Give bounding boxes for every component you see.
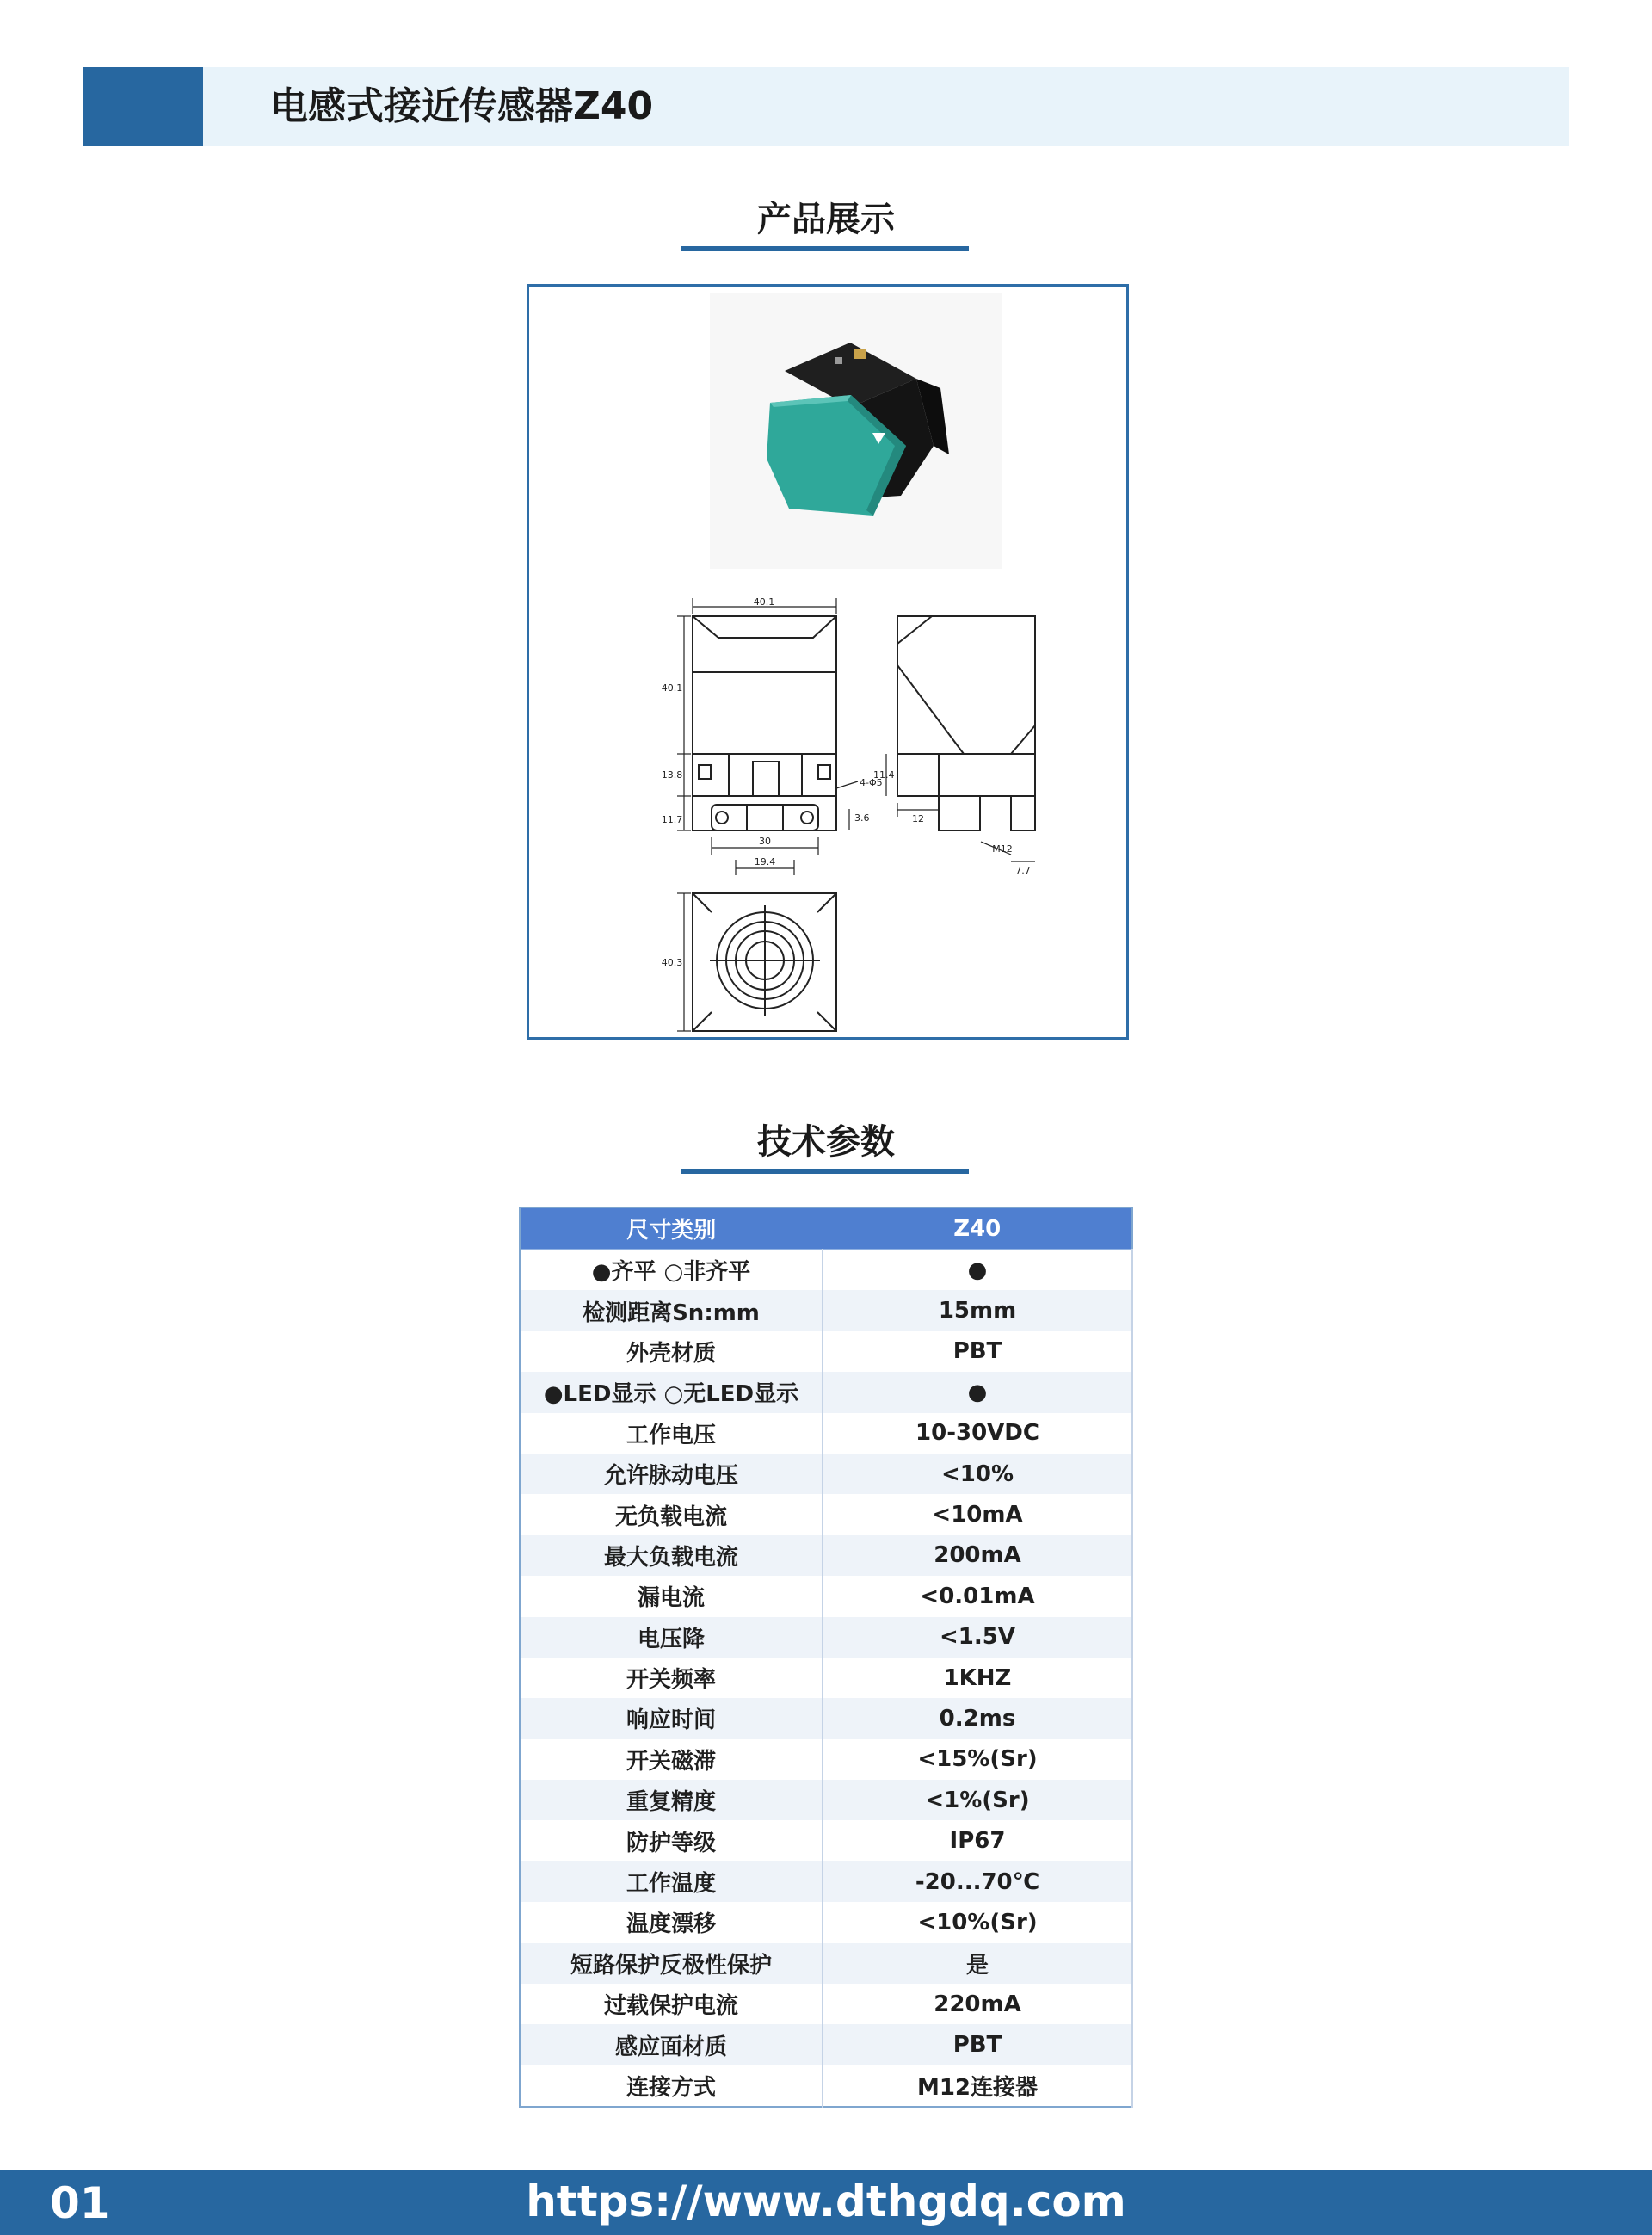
- spec-value: 15mm: [823, 1290, 1132, 1331]
- website-url: https://www.dthgdq.com: [526, 2176, 1126, 2226]
- dim-height-left: 40.1: [661, 682, 683, 694]
- specs-body: [520, 1250, 1132, 2108]
- page-title: 电感式接近传感器Z40: [270, 84, 654, 128]
- spec-label: 防护等级: [520, 1820, 823, 1861]
- table-row: [520, 1494, 1132, 1534]
- table-row: [520, 1820, 1132, 1861]
- dim-13-8: 13.8: [661, 769, 683, 781]
- table-row: [520, 1902, 1132, 1942]
- spec-label: 漏电流: [520, 1576, 823, 1616]
- header-accent-block: [83, 67, 203, 146]
- table-row: [520, 1331, 1132, 1372]
- spec-label: 最大负载电流: [520, 1535, 823, 1576]
- table-row: [520, 1250, 1132, 1291]
- dim-side-12: 12: [912, 813, 924, 824]
- dim-side-11-4: 11.4: [873, 769, 895, 781]
- spec-label: ●LED显示 ○无LED显示: [520, 1372, 823, 1412]
- params-title-rule: [681, 1169, 969, 1174]
- spec-label: 工作电压: [520, 1413, 823, 1454]
- product-photo: [710, 293, 1002, 569]
- drawing-front-view: [677, 598, 858, 875]
- table-row: [520, 1861, 1132, 1902]
- dim-3-6: 3.6: [854, 812, 870, 824]
- spec-value: <15%(Sr): [823, 1739, 1132, 1780]
- spec-value: M12连接器: [823, 2065, 1132, 2107]
- spec-label: 过载保护电流: [520, 1984, 823, 2024]
- showcase-title: 产品展示: [757, 200, 895, 239]
- table-row: [520, 1739, 1132, 1780]
- spec-value: 0.2ms: [823, 1698, 1132, 1738]
- spec-value: <0.01mA: [823, 1576, 1132, 1616]
- spec-label: 温度漂移: [520, 1902, 823, 1942]
- drawing-bottom-view: [677, 893, 836, 1031]
- dim-19-4: 19.4: [754, 856, 776, 867]
- spec-label: 开关磁滞: [520, 1739, 823, 1780]
- table-row: [520, 1617, 1132, 1658]
- spec-label: 无负载电流: [520, 1494, 823, 1534]
- table-row: [520, 1413, 1132, 1454]
- spec-value: <1%(Sr): [823, 1780, 1132, 1820]
- table-row: [520, 1658, 1132, 1698]
- table-row: [520, 1984, 1132, 2024]
- spec-label: 电压降: [520, 1617, 823, 1658]
- spec-label: 重复精度: [520, 1780, 823, 1820]
- spec-value: PBT: [823, 1331, 1132, 1372]
- specs-header-col1: 尺寸类别: [520, 1207, 823, 1250]
- params-title: 技术参数: [757, 1122, 895, 1162]
- spec-label: 允许脉动电压: [520, 1454, 823, 1494]
- specs-header-row: [520, 1207, 1132, 1250]
- specs-header-col2: Z40: [823, 1207, 1132, 1250]
- table-row: [520, 1535, 1132, 1576]
- spec-label: 外壳材质: [520, 1331, 823, 1372]
- spec-label: 响应时间: [520, 1698, 823, 1738]
- table-row: [520, 1372, 1132, 1412]
- dim-11-7: 11.7: [661, 814, 683, 825]
- spec-value: 是: [823, 1943, 1132, 1984]
- table-row: [520, 2065, 1132, 2107]
- spec-value: ●: [823, 1372, 1132, 1412]
- spec-value: 220mA: [823, 1984, 1132, 2024]
- dim-hole: 4-Φ5: [860, 777, 883, 788]
- spec-value: <10mA: [823, 1494, 1132, 1534]
- spec-value: <1.5V: [823, 1617, 1132, 1658]
- table-row: [520, 1576, 1132, 1616]
- spec-label: ●齐平 ○非齐平: [520, 1250, 823, 1291]
- spec-label: 检测距离Sn:mm: [520, 1290, 823, 1331]
- table-row: [520, 1698, 1132, 1738]
- table-row: [520, 2024, 1132, 2065]
- spec-label: 短路保护反极性保护: [520, 1943, 823, 1984]
- dim-side-7-7: 7.7: [1015, 865, 1031, 876]
- spec-value: 200mA: [823, 1535, 1132, 1576]
- spec-label: 开关频率: [520, 1658, 823, 1698]
- product-showcase-frame: [527, 284, 1129, 1040]
- spec-value: <10%(Sr): [823, 1902, 1132, 1942]
- spec-value: 10-30VDC: [823, 1413, 1132, 1454]
- specs-table: [519, 1207, 1133, 2108]
- spec-value: ●: [823, 1250, 1132, 1291]
- dim-width-top: 40.1: [753, 596, 775, 608]
- table-row: [520, 1780, 1132, 1820]
- showcase-title-rule: [681, 246, 969, 251]
- table-row: [520, 1454, 1132, 1494]
- spec-label: 连接方式: [520, 2065, 823, 2107]
- table-row: [520, 1290, 1132, 1331]
- spec-value: -20...70℃: [823, 1861, 1132, 1902]
- spec-value: <10%: [823, 1454, 1132, 1494]
- dim-bottom-height: 40.3: [661, 957, 683, 968]
- product-figures: [529, 287, 1126, 1037]
- dim-30: 30: [759, 836, 771, 847]
- dim-thread: M12: [992, 843, 1013, 855]
- spec-value: PBT: [823, 2024, 1132, 2065]
- page-number: 01: [50, 2178, 110, 2228]
- drawing-side-view: [886, 616, 1035, 861]
- spec-value: 1KHZ: [823, 1658, 1132, 1698]
- spec-label: 感应面材质: [520, 2024, 823, 2065]
- table-row: [520, 1943, 1132, 1984]
- spec-label: 工作温度: [520, 1861, 823, 1902]
- spec-value: IP67: [823, 1820, 1132, 1861]
